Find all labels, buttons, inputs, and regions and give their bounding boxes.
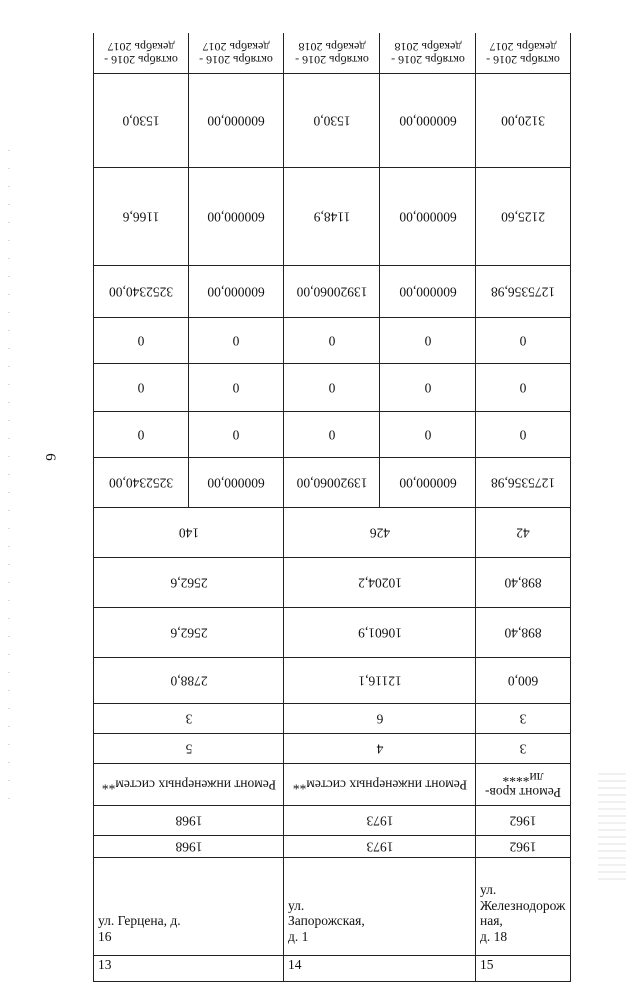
address-text: ул. Запорожская, д. 1: [288, 897, 365, 944]
table-row-period: [94, 33, 571, 73]
cost-region-value: 0: [328, 380, 335, 396]
year-commissioned-value: 1973: [366, 813, 393, 829]
table-row-work-type: [94, 763, 571, 805]
table-row-cost-local: [94, 317, 571, 363]
year-built-value: 1968: [175, 839, 202, 855]
cost-local-value: 0: [328, 333, 335, 349]
unit-limit-value: 3120,00: [501, 113, 545, 129]
cost-owners-value: 600000,00: [207, 284, 265, 300]
cost-region-value: 0: [232, 380, 240, 396]
total-area-value: 2788,0: [169, 673, 208, 689]
table-row-area-living: [94, 607, 571, 657]
cost-fund-value: 0: [519, 427, 527, 443]
work-type-value: Ремонт инженерных систем**: [292, 777, 467, 793]
unit-limit-value: 1530,0: [312, 113, 351, 129]
table-row-cost-fund: [94, 411, 571, 457]
unit-cost-value: 1148,9: [313, 209, 350, 225]
area-apartments-value: 10204,2: [357, 575, 402, 591]
period-text: октябрь 2016 - декабрь 2018: [390, 39, 465, 67]
cell-period-13: [94, 33, 189, 73]
cost-fund-value: 0: [137, 427, 145, 443]
area-living-value: 10601,9: [357, 625, 402, 641]
table-row-unit-cost: [94, 167, 571, 265]
cost-local-value: 0: [519, 333, 527, 349]
cost-region-value: 0: [519, 380, 527, 396]
table-row-floors: [94, 733, 571, 763]
residents-value: 42: [516, 525, 530, 541]
cost-region-value: 0: [424, 380, 431, 396]
period-text: октябрь 2016 - декабрь 2017: [104, 39, 178, 67]
floors-value: 3: [519, 741, 527, 757]
table-row-year-built: [94, 835, 571, 857]
cost-owners-value: 13920060,00: [296, 284, 367, 300]
cost-local-value: 0: [424, 333, 431, 349]
cost-fund-value: 0: [232, 427, 240, 443]
entrances-value: 3: [185, 711, 192, 727]
cell-period-15: [476, 33, 571, 73]
period-text: октябрь 2016 - декабрь 2018: [294, 39, 369, 67]
entrances-value: 3: [519, 711, 527, 727]
table-row-cost-total: [94, 457, 571, 507]
year-built-value: 1973: [366, 839, 393, 855]
cost-total-value: 1275356,98: [490, 475, 556, 491]
work-type-value: Ремонт кров- ли****: [484, 770, 562, 800]
table-row-number: [94, 955, 571, 981]
cost-total-value: 3252340,00: [108, 475, 174, 491]
period-text: октябрь 2016 - декабрь 2017: [486, 39, 560, 67]
unit-limit-value: 600000,00: [207, 113, 265, 129]
area-living-value: 2562,6: [169, 625, 208, 641]
table-row-residents: [94, 507, 571, 557]
cell-period-14: [284, 33, 380, 73]
cost-region-value: 0: [137, 380, 145, 396]
cell-period-14b: [380, 33, 476, 73]
repair-program-table: [93, 33, 571, 982]
residents-value: 426: [369, 525, 390, 541]
table-row-entrances: [94, 703, 571, 733]
unit-cost-value: 2125,60: [501, 209, 545, 225]
cost-total-value: 13920060,00: [296, 475, 367, 491]
table-row-area-apartments: [94, 557, 571, 607]
cost-owners-value: 1275356,98: [490, 284, 556, 300]
cost-total-value: 600000,00: [207, 475, 265, 491]
cost-total-value: 600000,00: [398, 475, 457, 491]
unit-cost-value: 600000,00: [207, 209, 265, 225]
unit-limit-value: 600000,00: [398, 113, 457, 129]
scan-edge-dots: [8, 150, 10, 800]
table-row-year-commissioned: [94, 805, 571, 835]
cost-local-value: 0: [137, 333, 145, 349]
residents-value: 140: [178, 525, 199, 541]
area-apartments-value: 898,40: [504, 575, 542, 591]
floors-value: 4: [376, 741, 383, 757]
floors-value: 5: [185, 741, 192, 757]
entrances-value: 6: [376, 711, 383, 727]
total-area-value: 12116,1: [357, 673, 402, 689]
area-apartments-value: 2562,6: [169, 575, 208, 591]
cell-period-13b: [189, 33, 284, 73]
table-row-unit-limit: [94, 73, 571, 167]
cost-owners-value: 3252340,00: [108, 284, 174, 300]
table-row-total-area: [94, 657, 571, 703]
table-row-cost-owners: [94, 265, 571, 317]
work-type-value: Ремонт инженерных систем**: [101, 777, 276, 793]
page-number: 6: [42, 453, 58, 461]
cost-local-value: 0: [232, 333, 240, 349]
address-text: ул. Железнодорож ная, д. 18: [480, 882, 566, 944]
year-commissioned-value: 1962: [509, 813, 537, 829]
cost-owners-value: 600000,00: [398, 284, 457, 300]
address-text: ул. Герцена, д. 16: [98, 913, 181, 944]
total-area-value: 600,0: [507, 673, 539, 689]
row-number: 15: [480, 956, 494, 972]
period-text: октябрь 2016 - декабрь 2017: [199, 39, 273, 67]
cost-fund-value: 0: [424, 427, 431, 443]
table-row-address: [94, 857, 571, 955]
scan-artifact: [598, 770, 626, 880]
row-number: 14: [288, 956, 302, 972]
unit-limit-value: 1530,0: [122, 113, 160, 129]
area-living-value: 898,40: [504, 625, 542, 641]
unit-cost-value: 1166,6: [122, 209, 160, 225]
cost-fund-value: 0: [328, 427, 335, 443]
year-commissioned-value: 1968: [175, 813, 202, 829]
table-row-cost-region: [94, 363, 571, 411]
row-number: 13: [98, 956, 112, 972]
year-built-value: 1962: [509, 839, 537, 855]
unit-cost-value: 600000,00: [398, 209, 457, 225]
